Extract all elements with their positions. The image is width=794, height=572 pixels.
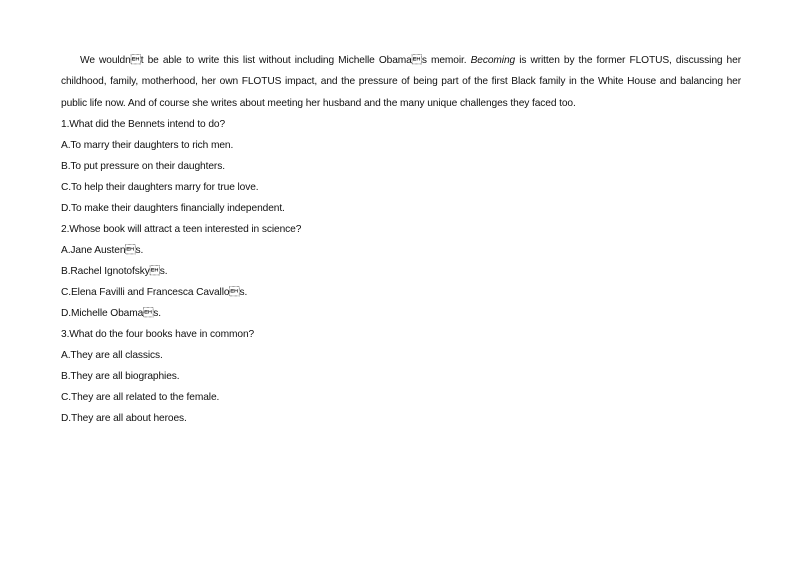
option-a: A.To marry their daughters to rich men. xyxy=(61,139,234,151)
book-title-becoming: Becoming xyxy=(470,55,516,66)
option-c: C.They are all related to the female. xyxy=(61,391,220,403)
option-b: B.To put pressure on their daughters. xyxy=(61,160,225,172)
question-stem: 2.Whose book will attract a teen interested in science? xyxy=(61,223,302,235)
option-a: A.Jane Austens. xyxy=(61,244,144,256)
question-stem: 1.What did the Bennets intend to do? xyxy=(61,118,226,130)
question-2 xyxy=(61,219,741,324)
option-a: A.They are all classics. xyxy=(61,349,163,361)
question-stem: 3.What do the four books have in common? xyxy=(61,328,255,340)
option-d: D.To make their daughters financially independent. xyxy=(61,202,285,214)
document-page xyxy=(61,50,741,429)
option-d: D.Michelle Obamas. xyxy=(61,307,162,319)
option-b: B.Rachel Ignotofskys. xyxy=(61,265,168,277)
option-b: B.They are all biographies. xyxy=(61,370,180,382)
option-c: C.Elena Favilli and Francesca Cavallos. xyxy=(61,286,248,298)
passage-text-end: is written by the former FLOTUS, discussing her childhood, family, motherhood, her own FLOTUS impact, and the pressure of being part of the first Black family in the White House and balancing her public life now. And of course she writes about meeting her husband and the many unique challenges they faced too. xyxy=(61,55,741,109)
option-d: D.They are all about heroes. xyxy=(61,412,187,424)
question-1 xyxy=(61,114,741,219)
option-c: C.To help their daughters marry for true love. xyxy=(61,181,259,193)
question-3 xyxy=(61,324,741,429)
passage-paragraph xyxy=(61,50,741,114)
passage-text-start: We wouldnt be able to write this list without including Michelle Obamas memoir. xyxy=(80,55,471,66)
